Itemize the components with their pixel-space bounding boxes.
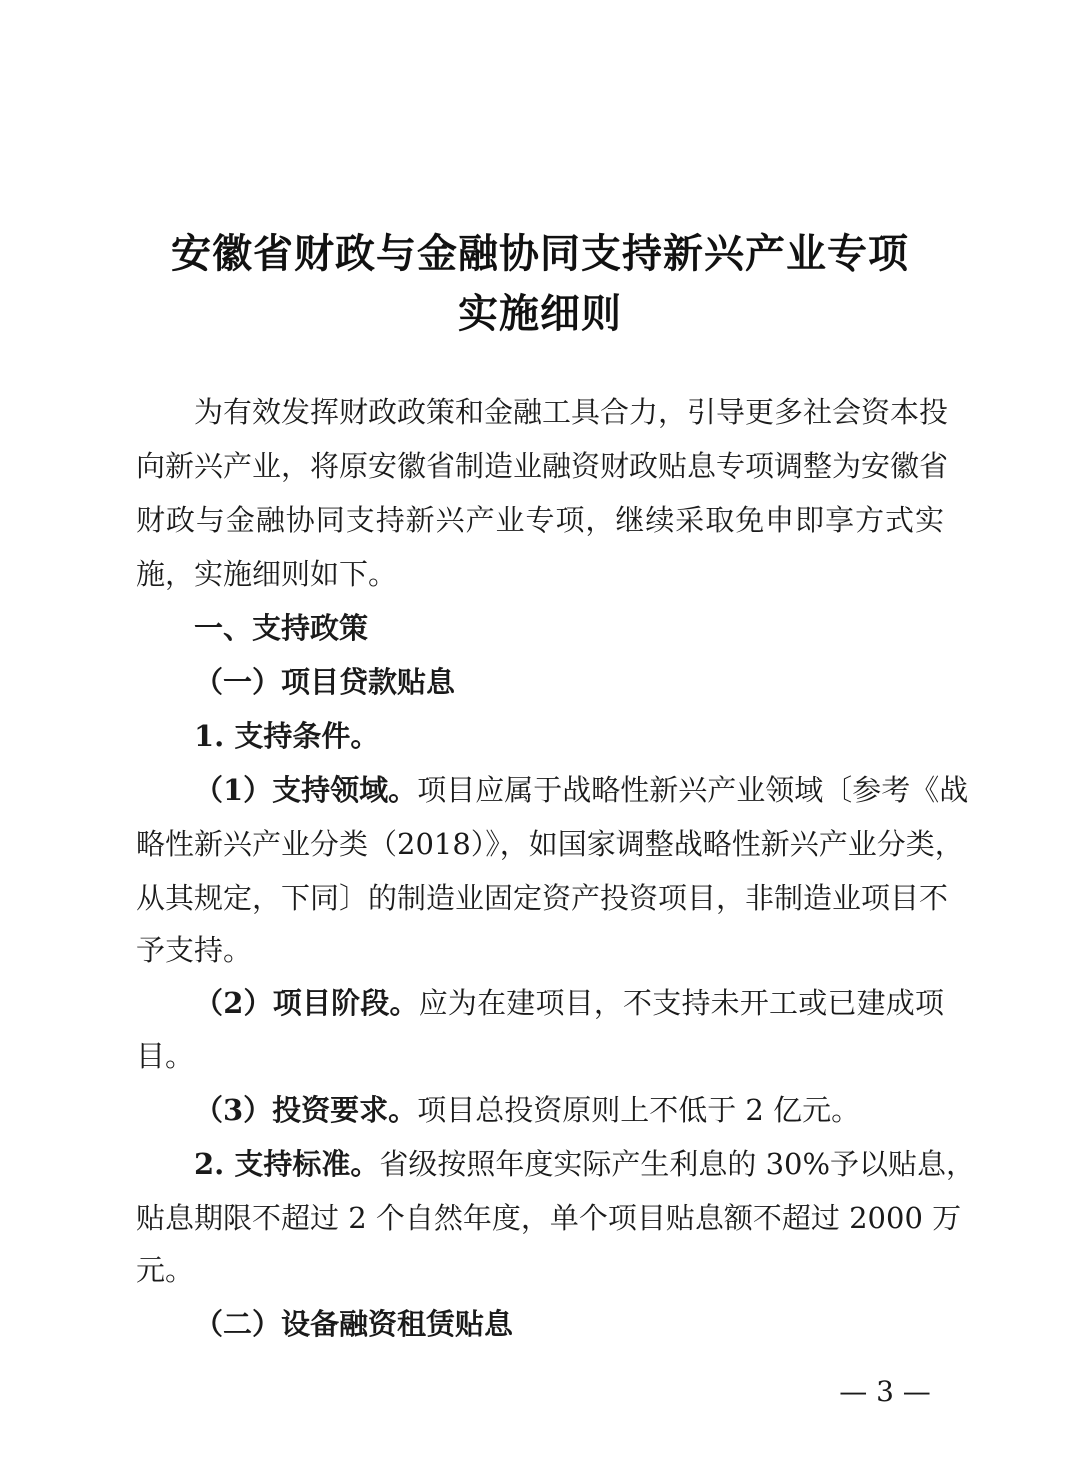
condition-1-line-3: 从其规定，下同〕的制造业固定资产投资项目，非制造业项目不 [136,881,949,915]
intro-line-3: 财政与金融协同支持新兴产业专项，继续采取免申即享方式实 [136,503,944,537]
intro-line-4: 施，实施细则如下。 [136,557,398,591]
condition-1-line-4: 予支持。 [136,933,253,967]
item-2-line-3: 元。 [136,1253,195,1287]
document-title-line-1: 安徽省财政与金融协同支持新兴产业专项 [171,231,909,277]
item-2-text: 省级按照年度实际产生利息的 30%予以贴息， [379,1147,976,1181]
document-title-line-2: 实施细则 [458,291,622,337]
condition-2-label: （2）项目阶段。 [194,986,419,1020]
condition-1-line-1 [194,770,969,810]
condition-3-line-1 [194,1090,944,1130]
item-2-label: 2. 支持标准。 [194,1147,380,1181]
item-heading-support-conditions: 1. 支持条件。 [194,719,380,753]
subsection-heading-equipment-leasing: （二）设备融资租赁贴息 [194,1307,514,1341]
intro-line-1: 为有效发挥财政政策和金融工具合力，引导更多社会资本投 [194,395,949,429]
condition-1-label: （1）支持领域。 [194,773,418,807]
condition-2-line-1 [194,983,944,1023]
condition-2-line-2: 目。 [136,1039,195,1073]
intro-line-2: 向新兴产业，将原安徽省制造业融资财政贴息专项调整为安徽省 [136,449,949,483]
subsection-heading-loan-interest: （一）项目贷款贴息 [194,665,456,699]
condition-3-text: 项目总投资原则上不低于 2 亿元。 [417,1093,861,1127]
item-2-line-2: 贴息期限不超过 2 个自然年度，单个项目贴息额不超过 2000 万 [136,1201,962,1235]
condition-1-line-2: 略性新兴产业分类（2018）》，如国家调整战略性新兴产业分类， [136,827,964,861]
page-number: — 3 — [839,1375,931,1408]
condition-2-text: 应为在建项目，不支持未开工或已建成项 [418,986,944,1020]
condition-1-text: 项目应属于战略性新兴产业领域〔参考《战 [417,773,969,807]
condition-3-label: （3）投资要求。 [194,1093,418,1127]
item-2-line-1 [194,1144,976,1184]
section-heading-support-policy: 一、支持政策 [194,611,369,645]
